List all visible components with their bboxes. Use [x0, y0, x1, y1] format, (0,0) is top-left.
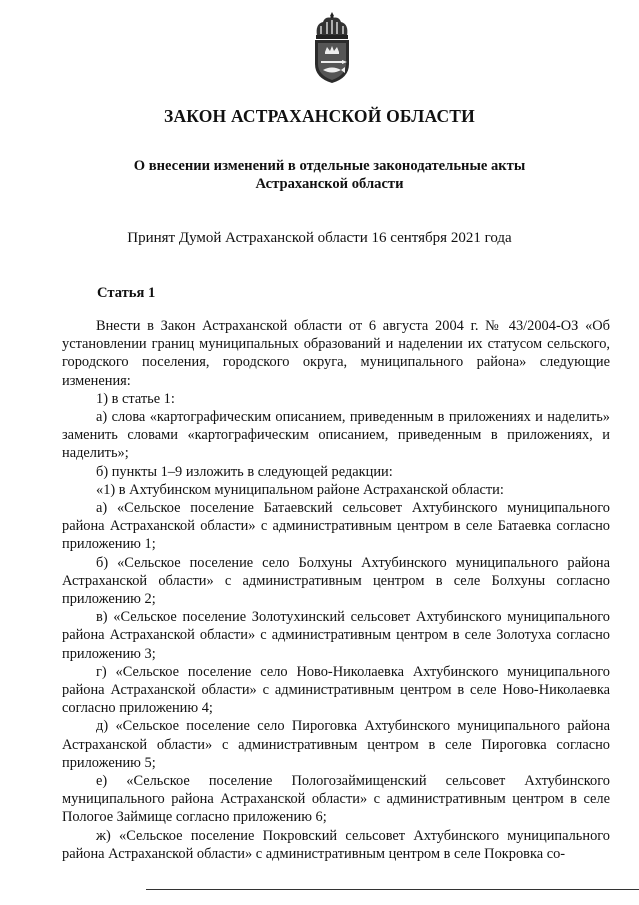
subtitle-line-1: О внесении изменений в отдельные законодательные акты: [133, 158, 526, 174]
paragraph-item-1a: а) слова «картографическим описанием, приведенным в приложениях и наделить» заменить словами «картографическим описанием, приведенным в приложениях, и наделить»;: [62, 409, 610, 462]
paragraph-v: в) «Сельское поселение Золотухинский сельсовет Ахтубинского муниципального района Астраханской области» с административным центром в селе Золотуха согласно приложению 3;: [62, 609, 610, 662]
paragraph-item-1b: б) пункты 1–9 изложить в следующей редакции:: [96, 463, 393, 480]
law-subtitle: [60, 157, 599, 193]
law-title: ЗАКОН АСТРАХАНСКОЙ ОБЛАСТИ: [164, 106, 475, 126]
page-bottom-rule: [146, 889, 639, 890]
adoption-statement: Принят Думой Астраханской области 16 сентября 2021 года: [127, 230, 512, 246]
paragraph-d: д) «Сельское поселение село Пироговка Ахтубинского муниципального района Астраханской области» с административным центром в селе Пироговка согласно приложению 5;: [62, 718, 610, 771]
paragraph-b: б) «Сельское поселение село Болхуны Ахтубинского муниципального района Астраханской области» с административным центром в селе Болхуны согласно приложению 2;: [62, 554, 610, 608]
paragraph-district-heading: «1) в Ахтубинском муниципальном районе Астраханской области:: [96, 481, 504, 498]
article-body: [62, 317, 610, 863]
paragraph-intro: Внести в Закон Астраханской области от 6 августа 2004 г. № 43/2004-ОЗ «Об установлении границ муниципальных образований и наделении их статусом сельского, городского поселения, городского округа, муниципального района» следующие изменения:: [62, 318, 610, 389]
paragraph-e: е) «Сельское поселение Пологозаймищенский сельсовет Ахтубинского муниципального района Астраханской области» с административным центром в селе Пологое Займище согласно приложению 6;: [62, 773, 610, 826]
paragraph-item-1: 1) в статье 1:: [96, 390, 175, 407]
astrakhan-coat-of-arms-icon: [303, 10, 361, 86]
subtitle-line-2: Астраханской области: [255, 176, 404, 192]
paragraph-a: а) «Сельское поселение Батаевский сельсовет Ахтубинского муниципального района Астраханской области» с административным центром в селе Батаевка согласно приложению 1;: [62, 500, 610, 553]
paragraph-g: г) «Сельское поселение село Ново-Николаевка Ахтубинского муниципального района Астраханской области» с административным центром в селе Ново-Николаевка согласно приложению 4;: [62, 663, 610, 717]
paragraph-zh: ж) «Сельское поселение Покровский сельсовет Ахтубинского муниципального района Астраханской области» с административным центром в селе Покровка со-: [62, 827, 610, 862]
article-heading: Статья 1: [97, 285, 156, 301]
